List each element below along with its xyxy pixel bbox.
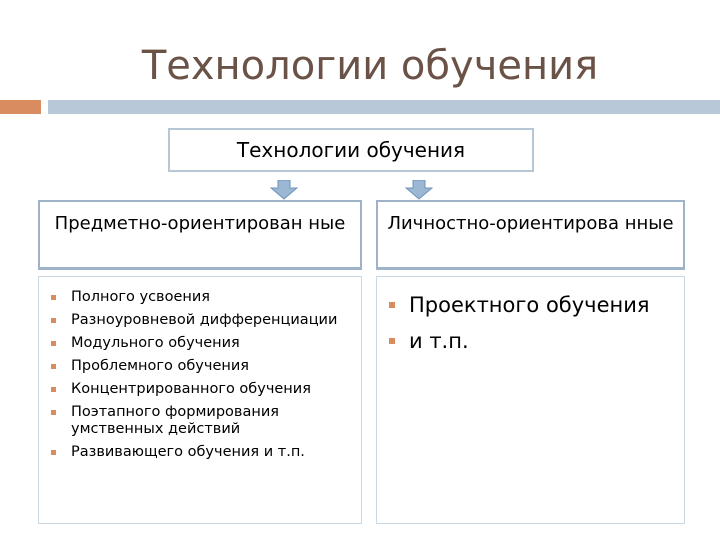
bullet-icon	[51, 387, 56, 392]
left-category-list	[38, 276, 362, 524]
bullet-icon	[51, 295, 56, 300]
bullet-icon	[51, 410, 56, 415]
list-item-text: Концентрированного обучения	[71, 381, 311, 397]
down-arrow-icon	[405, 180, 433, 200]
left-category-heading: Предметно-ориентирован ные	[38, 200, 362, 270]
bullet-icon	[51, 341, 56, 346]
list-item	[51, 289, 351, 306]
list-item-text: Проблемного обучения	[71, 358, 250, 374]
list-item	[51, 358, 351, 375]
list-item	[389, 289, 674, 321]
list-item-text: и т.п.	[409, 329, 469, 353]
list-item	[51, 312, 351, 329]
list-item	[389, 325, 674, 357]
title-accent-bar-orange	[0, 100, 41, 114]
list-item-text: Поэтапного формирования умственных действий	[71, 404, 279, 437]
list-item-text: Разноуровневой дифференциации	[71, 312, 338, 328]
list-item	[51, 335, 351, 352]
list-item-text: Развивающего обучения и т.п.	[71, 444, 305, 460]
list-item-text: Полного усвоения	[71, 289, 211, 305]
bullet-icon	[389, 302, 395, 308]
bullet-icon	[389, 338, 395, 344]
page-title: Технологии обучения	[141, 43, 599, 89]
bullet-icon	[51, 318, 56, 323]
bullet-icon	[51, 364, 56, 369]
down-arrow-icon	[270, 180, 298, 200]
right-category-list	[376, 276, 685, 524]
list-item-text: Проектного обучения	[409, 293, 650, 317]
root-node: Технологии обучения	[168, 128, 534, 172]
list-item	[51, 404, 351, 438]
title-accent-bar-blue	[48, 100, 720, 114]
list-item	[51, 381, 351, 398]
bullet-icon	[51, 450, 56, 455]
list-item-text: Модульного обучения	[71, 335, 240, 351]
right-category-heading: Личностно-ориентирова нные	[376, 200, 685, 270]
list-item	[51, 444, 351, 461]
